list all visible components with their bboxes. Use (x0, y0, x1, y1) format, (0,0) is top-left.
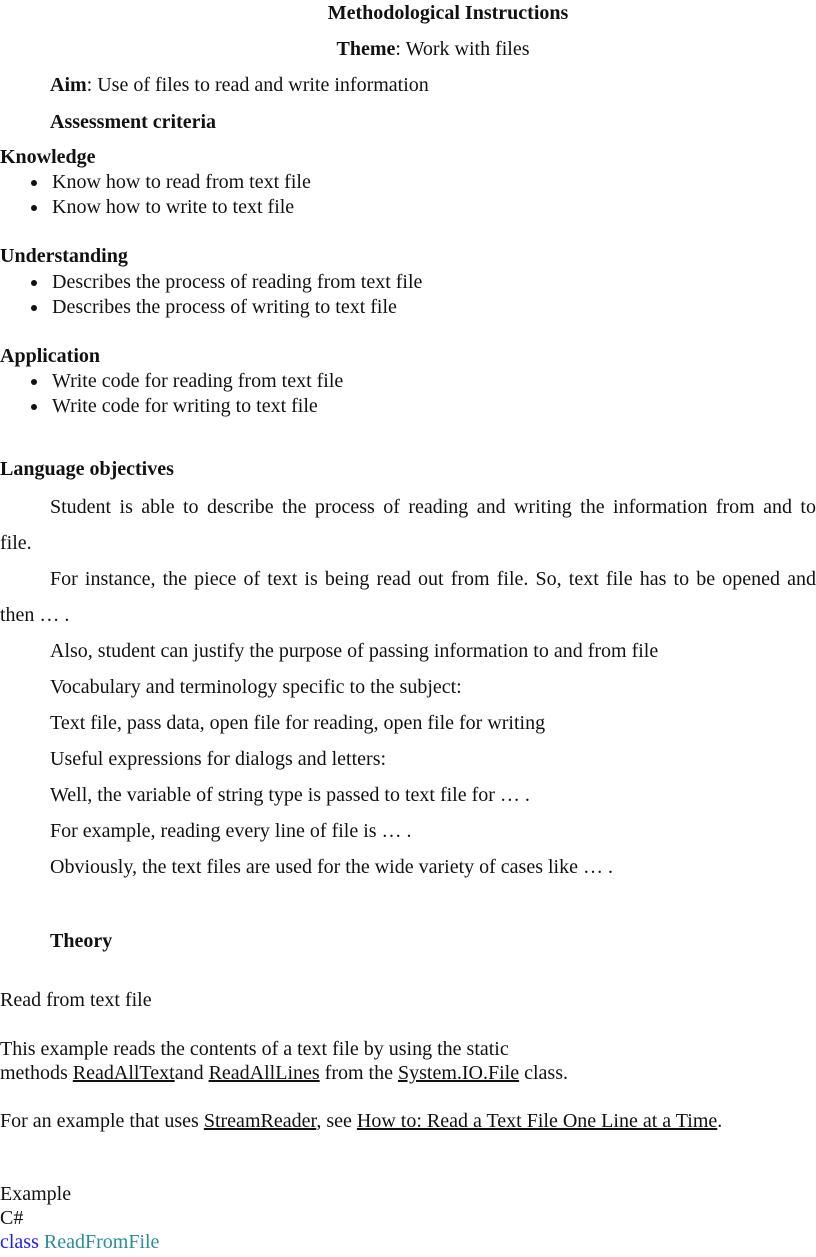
text-fragment: from the (319, 1062, 398, 1084)
theme-line (0, 37, 816, 61)
list-item-text: Describes the process of writing to text file (52, 296, 397, 318)
theme-value: : Work with files (395, 38, 530, 60)
streamreader-link[interactable]: StreamReader (203, 1110, 317, 1132)
code-classname: ReadFromFile (43, 1231, 160, 1253)
language-p1-line1: Student is able to describe the process of reading and writing the information from and to (50, 496, 816, 518)
list-item (0, 295, 422, 320)
bullet-icon (31, 305, 37, 311)
document-title: Methodological Instructions (327, 2, 569, 24)
text-fragment: and (174, 1062, 209, 1084)
list-item (0, 369, 343, 394)
text-fragment: For an example that uses (0, 1110, 204, 1132)
theory-p1-line1: This example reads the contents of a text file by using the static (0, 1038, 509, 1060)
knowledge-heading: Knowledge (0, 146, 96, 168)
bullet-icon (31, 180, 37, 186)
text-fragment: , see (316, 1110, 357, 1132)
readalltext-link[interactable]: ReadAllText (72, 1062, 175, 1084)
list-item (0, 270, 422, 295)
theme-label: Theme (336, 38, 396, 60)
language-label: C# (0, 1207, 24, 1229)
theory-p1-line2 (0, 1061, 568, 1085)
language-p2-line1: For instance, the piece of text is being read out from file. So, text file has to be opened and (50, 568, 816, 590)
howto-read-line-link[interactable]: How to: Read a Text File One Line at a Time (356, 1110, 718, 1132)
list-item-text: Describes the process of reading from text file (52, 271, 423, 293)
system-io-file-link[interactable]: System.IO.File (397, 1062, 520, 1084)
language-heading: Language objectives (0, 458, 174, 480)
language-line: Useful expressions for dialogs and letters: (50, 748, 387, 770)
aim-line (50, 73, 429, 97)
list-item-text: Know how to read from text file (52, 171, 311, 193)
readalllines-link[interactable]: ReadAllLines (208, 1062, 320, 1084)
text-fragment: . (717, 1110, 723, 1132)
language-line: For example, reading every line of file is … . (50, 820, 412, 842)
language-line: Well, the variable of string type is passed to text file for … . (50, 784, 530, 806)
understanding-heading: Understanding (0, 245, 128, 267)
application-heading: Application (0, 345, 101, 367)
text-fragment: class. (519, 1062, 568, 1084)
aim-text: : Use of files to read and write information (86, 74, 429, 96)
bullet-icon (31, 404, 37, 410)
application-list (0, 369, 343, 419)
code-line (0, 1230, 159, 1254)
code-keyword: class (0, 1231, 39, 1253)
bullet-icon (31, 205, 37, 211)
language-line: Obviously, the text files are used for the wide variety of cases like … . (50, 856, 613, 878)
example-label: Example (0, 1183, 72, 1205)
language-p1-line2: file. (0, 532, 32, 554)
bullet-icon (31, 280, 37, 286)
list-item (0, 394, 343, 419)
language-p2-line2: then … . (0, 604, 70, 626)
list-item (0, 195, 311, 220)
language-line: Text file, pass data, open file for reading, open file for writing (50, 712, 546, 734)
theory-heading: Theory (50, 930, 113, 952)
understanding-list (0, 270, 422, 320)
language-line: Also, student can justify the purpose of passing information to and from file (50, 640, 659, 662)
language-line: Vocabulary and terminology specific to the subject: (50, 676, 462, 698)
assessment-heading: Assessment criteria (50, 111, 217, 133)
list-item-text: Write code for writing to text file (52, 395, 318, 417)
text-fragment: methods (0, 1062, 73, 1084)
list-item-text: Write code for reading from text file (52, 370, 344, 392)
theory-subheading: Read from text file (0, 989, 152, 1011)
knowledge-list (0, 170, 311, 220)
theory-p2 (0, 1109, 722, 1133)
list-item-text: Know how to write to text file (52, 196, 295, 218)
bullet-icon (31, 379, 37, 385)
list-item (0, 170, 311, 195)
aim-label: Aim (50, 74, 87, 96)
